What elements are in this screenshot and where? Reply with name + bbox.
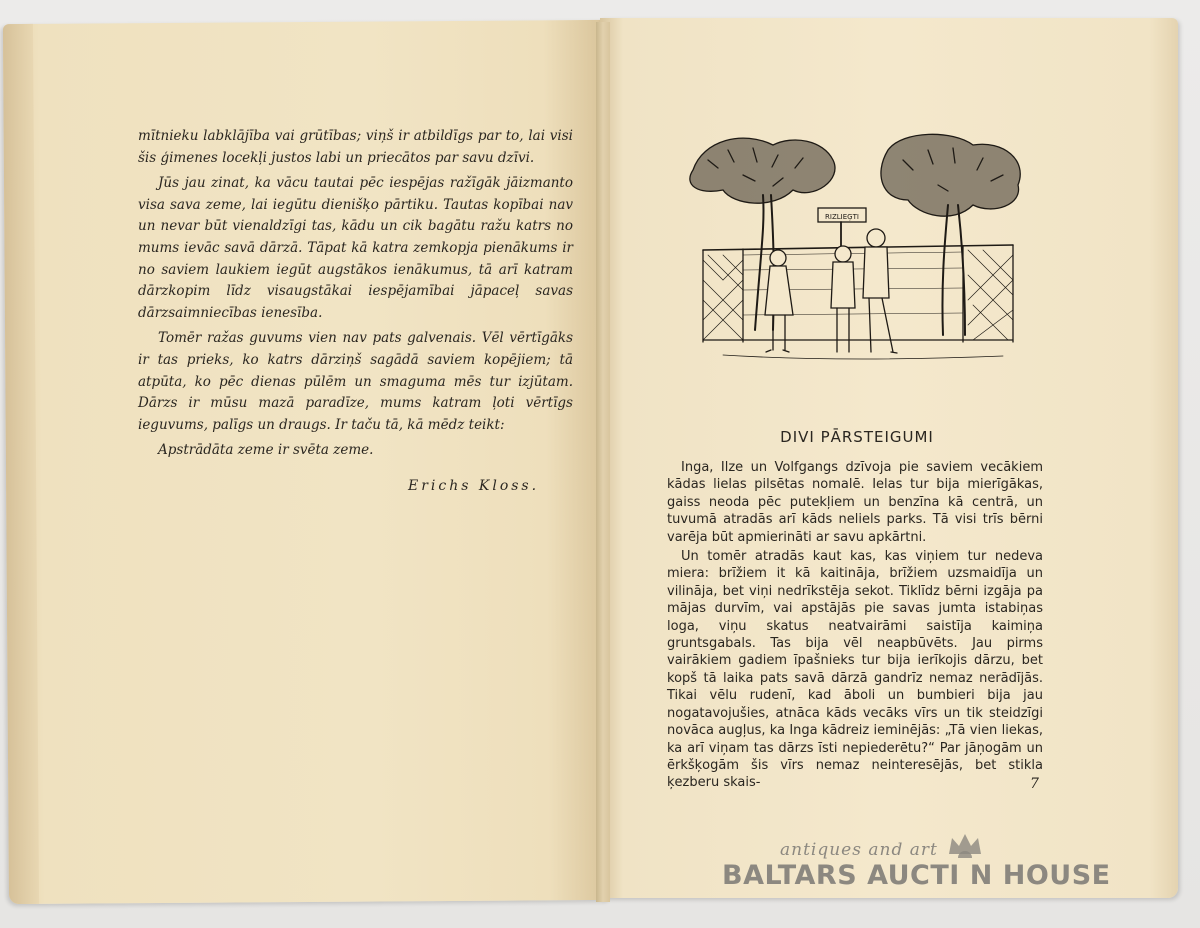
paragraph: Un tomēr atradās kaut kas, kas viņiem tur nedeva miera: brīžiem it kā kaitināja, brīžiem uzsmaidīja un vilināja, bet viņi nedrīkstēja sekot. Tiklīdz bērni izgāja pa mājas durvīm, vai apstājās pie savas jumta istabiņas loga, viņu skatus neatvairāmi saistīja kaimiņa gruntsgabals. Tas bija vēl neapbūvēts. Jau pirms vairākiem gadiem īpašnieks tur bija ierīkojis dārzu, bet kopš tā laika pats savā dārzā gandrīz nemaz nerādījās. Tikai vēlu rudenī, kad āboli un bumbieri bija jau nogatavojušies, atnāca kāds vecāks vīrs un tik steidzīgi novāca augļus, ka Inga kādreiz ieminējās: „Tā vien liekas, ka arī viņam tas dārzs īsti nepiederētu?“ Par jāņogām un ērkšķogām šis vīrs nemaz neinteresējās, bet stikla ķezberu skais- [667,549,1043,791]
paragraph: Apstrādāta zeme ir svēta zeme. [158,442,374,459]
author-signature: Erichs Kloss. [408,478,540,494]
paragraph: Jūs jau zinat, ka vācu tautai pēc iespējas ražīgāk jāizmanto visa sava zeme, lai iegūtu dienišķo pārtiku. Tautas kopībai nav un nevar būt vienaldzīgi tas, kādu un cik bagātu ražu katrs no mums ievāc savā dārzā. Tāpat kā katra zemkopja pienākums ir no saviem laukiem iegūt augstākos ienākumus, tā arī katram dārzkopim līdz visaugstākai iespējamībai jāpaceļ savas dārzsaimniecības ienesība. [138,175,573,321]
chapter-heading: DIVI PĀRSTEIGUMI [780,428,934,446]
crown-icon [947,832,983,858]
watermark-title: BALTARS AUCTI N HOUSE [722,860,1111,891]
left-page-text [138,126,573,466]
right-page-text [667,459,1043,794]
sign-label: RIZLIEĢTI [825,213,859,221]
paragraph: Tomēr ražas guvums vien nav pats galvenais. Vēl vērtīgāks ir tas prieks, ko katrs dārziņš sagādā saviem kopējiem; tā atpūta, ko pēc dienas pūlēm un smaguma mēs tur izjūtam. Dārzs ir mūsu mazā paradīze, mums katram ļoti vērtīgs ieguvums, palīgs un draugs. Ir taču tā, kā mēdz teikt: [138,330,573,433]
page-number: 7 [1030,776,1039,792]
page-edge [3,24,39,904]
illustration-children-at-fence [683,130,1028,365]
book-spine [596,22,610,902]
paragraph: mītnieku labklājība vai grūtības; viņš ir atbildīgs par to, lai visi šis ģimenes locekļi justos labi un priecātos par savu dzīvi. [138,128,573,166]
watermark-subtitle: antiques and art [780,840,938,860]
paragraph: Inga, Ilze un Volfgangs dzīvoja pie saviem vecākiem kādas lielas pilsētas nomalē. Ielas tur bija mierīgākas, gaiss neoda pēc putekļiem un benzīna kā centrā, un tuvumā atradās arī kāds neliels parks. Tā visi trīs bērni varēja būt apmierināti ar savu apkārtni. [667,460,1043,545]
